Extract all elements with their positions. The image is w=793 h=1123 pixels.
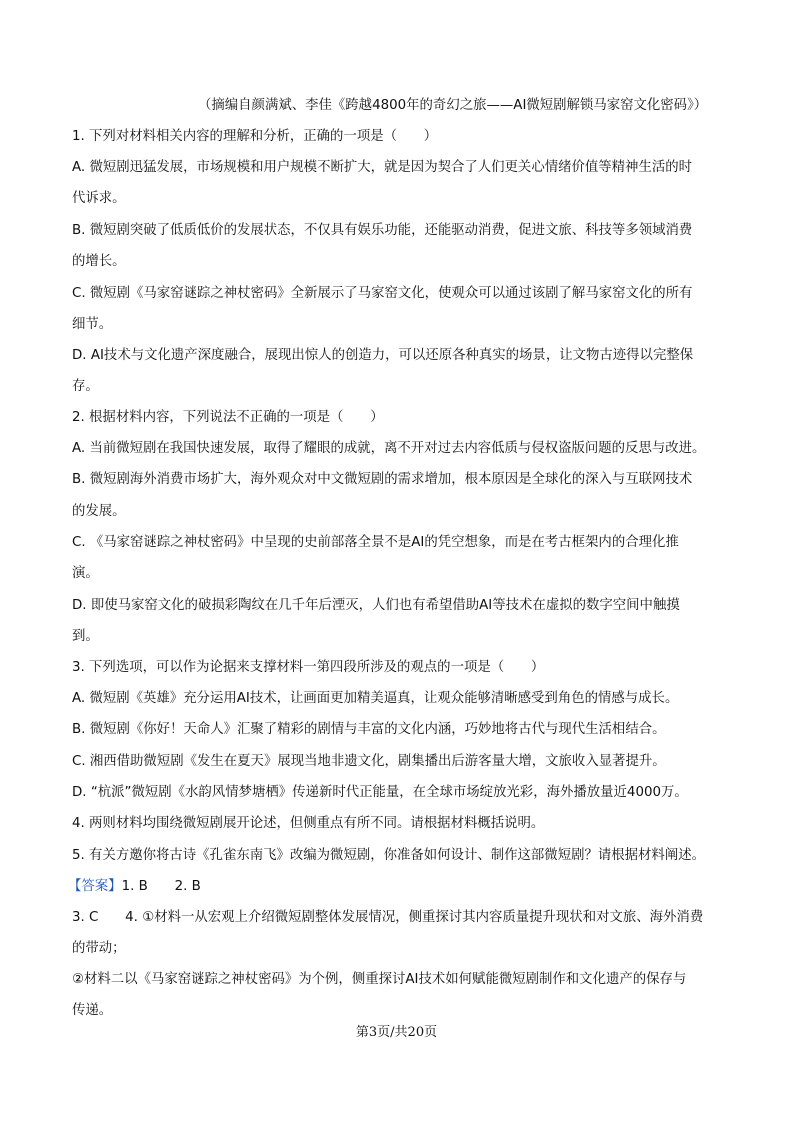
answer-line-5: 传递。 — [72, 1003, 113, 1018]
question-3-stem: 3. 下列选项，可以作为论据来支撑材料一第四段所涉及的观点的一项是（ ） — [72, 660, 545, 675]
question-2-option-d: D. 即使马家窑文化的破损彩陶纹在几千年后湮灭，人们也有希望借助AI等技术在虚拟的数字空间中触摸 — [72, 598, 680, 613]
answer-label: 【答案】 — [68, 879, 122, 894]
answer-values-1-2: 1. B 2. B — [121, 879, 201, 894]
question-2-stem: 2. 根据材料内容，下列说法不正确的一项是（ ） — [72, 410, 384, 425]
question-3-option-a: A. 微短剧《英雄》充分运用AI技术，让画面更加精美逼真，让观众能够清晰感受到角色的情感与成长。 — [72, 691, 679, 706]
question-1-option-d-cont: 存。 — [72, 379, 99, 394]
answer-line-1 — [68, 877, 728, 897]
question-2-option-b: B. 微短剧海外消费市场扩大，海外观众对中文微短剧的需求增加，根本原因是全球化的深入与互联网技术 — [72, 472, 693, 487]
page-number-footer: 第3页/共20页 — [355, 1025, 438, 1040]
answer-line-2: 3. C 4. ①材料一从宏观上介绍微短剧整体发展情况，侧重探讨其内容质量提升现状和对文旅、海外消费 — [72, 910, 704, 925]
question-4-stem: 4. 两则材料均围绕微短剧展开论述，但侧重点有所不同。请根据材料概括说明。 — [72, 816, 545, 831]
question-1-option-b: B. 微短剧突破了低质低价的发展状态，不仅具有娱乐功能，还能驱动消费，促进文旅、科技等多领域消费 — [72, 223, 693, 238]
question-2-option-c: C. 《马家窑谜踪之神杖密码》中呈现的史前部落全景不是AI的凭空想象，而是在考古框架内的合理化推 — [72, 535, 679, 550]
question-1-option-a: A. 微短剧迅猛发展，市场规模和用户规模不断扩大，就是因为契合了人们更关心情绪价值等精神生活的时 — [72, 160, 693, 175]
answer-line-4: ②材料二以《马家窑谜踪之神杖密码》为个例，侧重探讨AI技术如何赋能微短剧制作和文化遗产的保存与 — [72, 972, 687, 987]
source-citation: （摘编自颜满斌、李佳《跨越4800年的奇幻之旅——AI微短剧解锁马家窑文化密码》） — [198, 98, 708, 113]
question-2-option-b-cont: 的发展。 — [72, 504, 126, 519]
answer-line-3: 的带动； — [72, 941, 126, 956]
question-1-option-c: C. 微短剧《马家窑谜踪之神杖密码》全新展示了马家窑文化，使观众可以通过该剧了解马家窑文化的所有 — [72, 286, 693, 301]
question-1-option-b-cont: 的增长。 — [72, 254, 126, 269]
question-3-option-d: D. “杭派”微短剧《水韵风情梦塘栖》传递新时代正能量，在全球市场绽放光彩，海外播放量近4000万。 — [72, 785, 688, 800]
question-3-option-c: C. 湘西借助微短剧《发生在夏天》展现当地非遗文化，剧集播出后游客量大增，文旅收入显著提升。 — [72, 754, 666, 769]
question-1-stem: 1. 下列对材料相关内容的理解和分析，正确的一项是（ ） — [72, 129, 438, 144]
question-2-option-d-cont: 到。 — [72, 629, 99, 644]
question-1-option-d: D. AI技术与文化遗产深度融合，展现出惊人的创造力，可以还原各种真实的场景，让文物古迹得以完整保 — [72, 348, 694, 363]
question-1-option-a-cont: 代诉求。 — [72, 191, 126, 206]
question-2-option-a: A. 当前微短剧在我国快速发展，取得了耀眼的成就，离不开对过去内容低质与侵权盗版问题的反思与改进。 — [72, 441, 706, 456]
question-2-option-c-cont: 演。 — [72, 566, 99, 581]
question-5-stem: 5. 有关方邀你将古诗《孔雀东南飞》改编为微短剧，你准备如何设计、制作这部微短剧？请根据材料阐述。 — [72, 848, 705, 863]
question-1-option-c-cont: 细节。 — [72, 317, 113, 332]
question-3-option-b: B. 微短剧《你好！天命人》汇聚了精彩的剧情与丰富的文化内涵，巧妙地将古代与现代生活相结合。 — [72, 722, 666, 737]
